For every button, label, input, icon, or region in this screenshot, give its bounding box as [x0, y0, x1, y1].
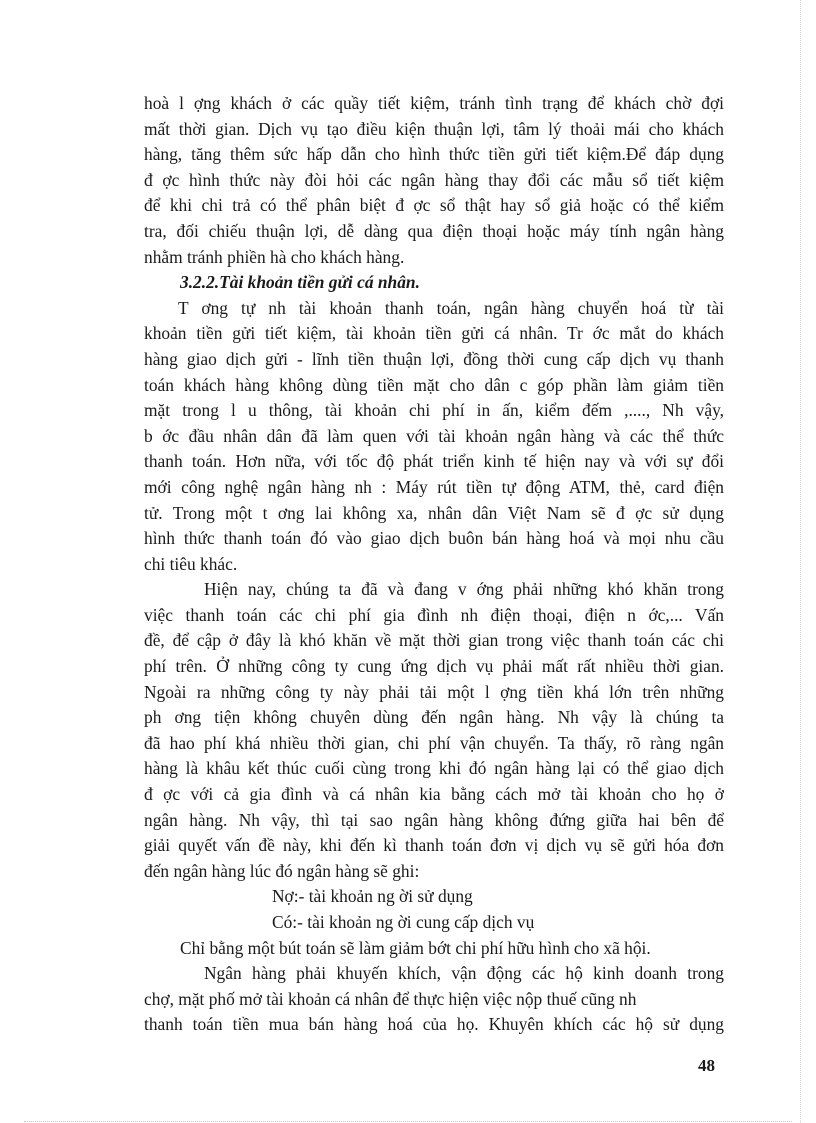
section-heading: 3.2.2.Tài khoản tiền gửi cá nhân. — [180, 272, 420, 293]
text-line: giải quyết vấn đề này, khi đến kì thanh toán đơn vị dịch vụ sẽ gửi hóa đơn — [144, 835, 724, 856]
text-line: hình thức thanh toán đó vào giao dịch buôn bán hàng hoá và mọi nhu cầu — [144, 528, 724, 549]
text-line: T ơng tự nh tài khoản thanh toán, ngân hàng chuyển hoá từ tài — [178, 297, 724, 318]
debit-entry: Nợ:- tài khoản ng ời sử dụng — [272, 886, 473, 907]
text-line: đến ngân hàng lúc đó ngân hàng sẽ ghi: — [144, 860, 420, 881]
text-line: hàng giao dịch gửi - lĩnh tiền thuận lợi, đồng thời cung cấp dịch vụ thanh — [144, 348, 724, 369]
text-line: thanh toán tiền mua bán hàng hoá của họ. Khuyên khích các hộ sử dụng — [144, 1014, 724, 1035]
body-text — [144, 91, 724, 1038]
text-line: tử. Trong một t ơng lai không xa, nhân dân Việt Nam sẽ đ ợc sử dụng — [144, 502, 724, 523]
credit-entry: Có:- tài khoản ng ời cung cấp dịch vụ — [272, 912, 535, 932]
text-line: đã hao phí khá nhiều thời gian, chi phí vận chuyển. Ta thấy, rõ ràng ngân — [144, 732, 724, 753]
text-line: ph ơng tiện không chuyên dùng đến ngân hàng. Nh vậy là chúng ta — [144, 707, 724, 728]
text-line: thanh toán. Hơn nữa, với tốc độ phát triển kinh tế hiện nay và với sự đổi — [144, 451, 724, 472]
text-line: để khi chi trả có thể phân biệt đ ợc sổ thật hay sổ giả hoặc có thể kiểm — [144, 195, 724, 216]
text-line: mới công nghệ ngân hàng nh : Máy rút tiền tự động ATM, thẻ, card điện — [144, 476, 724, 497]
text-line: Ngoài ra những công ty này phải tải một l ợng tiền khá lớn trên những — [144, 681, 724, 702]
text-line: mặt trong l u thông, tài khoản chi phí in ấn, kiểm đếm ,...., Nh vậy, — [144, 400, 724, 421]
footer-rule — [24, 1121, 792, 1122]
text-line: Ngân hàng phải khuyến khích, vận động các hộ kinh doanh trong — [204, 963, 724, 984]
text-line: tra, đối chiếu thuận lợi, dễ dàng qua điện thoại hoặc máy tính ngân hàng — [144, 220, 724, 241]
text-line: khoản tiền gửi tiết kiệm, tài khoản tiền gửi cá nhân. Tr ớc mắt do khách — [144, 323, 724, 344]
text-line: hàng là khâu kết thúc cuối cùng trong khi đó ngân hàng lại có thể giao dịch — [144, 758, 724, 779]
text-line: đ ợc với cả gia đình và cá nhân kia bằng cách mở tài khoản cho họ ở — [144, 784, 724, 805]
text-line: đề, để cập ở đây là khó khăn về mặt thời gian trong việc thanh toán các chi — [144, 630, 724, 651]
text-line: ngân hàng. Nh vậy, thì tại sao ngân hàng không đứng giữa hai bên để — [144, 809, 724, 830]
page-number: 48 — [698, 1056, 715, 1075]
text-line: b ớc đầu nhân dân đã làm quen với tài khoản ngân hàng và các thể thức — [144, 425, 724, 446]
text-line: hoà l ợng khách ở các quầy tiết kiệm, tránh tình trạng để khách chờ đợi — [144, 93, 724, 113]
text-line: việc thanh toán các chi phí gia đình nh điện thoại, điện n ớc,... Vấn — [144, 604, 724, 625]
text-line: đ ợc hình thức này đòi hỏi các ngân hàng thay đổi các mẫu sổ tiết kiệm — [144, 169, 724, 190]
text-line: chi tiêu khác. — [144, 553, 238, 574]
text-line: toán khách hàng không dùng tiền mặt cho dân c góp phần làm giảm tiền — [144, 374, 724, 395]
text-line: Chỉ bằng một bút toán sẽ làm giảm bớt chi phí hữu hình cho xã hội. — [180, 937, 651, 958]
text-line: nhằm tránh phiền hà cho khách hàng. — [144, 246, 405, 267]
text-line: mất thời gian. Dịch vụ tạo điều kiện thuận lợi, tâm lý thoải mái cho khách — [144, 118, 724, 139]
text-line: hàng, tăng thêm sức hấp dẫn cho hình thức tiền gửi tiết kiệm.Để đáp dụng — [144, 144, 724, 165]
page-edge-rule — [800, 0, 801, 1123]
text-line: Hiện nay, chúng ta đã và đang v ớng phải những khó khăn trong — [204, 579, 724, 600]
text-line: chợ, mặt phố mở tài khoản cá nhân để thực hiện việc nộp thuế cũng nh — [144, 988, 637, 1009]
text-line: phí trên. Ở những công ty cung ứng dịch vụ phải mất rất nhiều thời gian. — [144, 656, 724, 677]
